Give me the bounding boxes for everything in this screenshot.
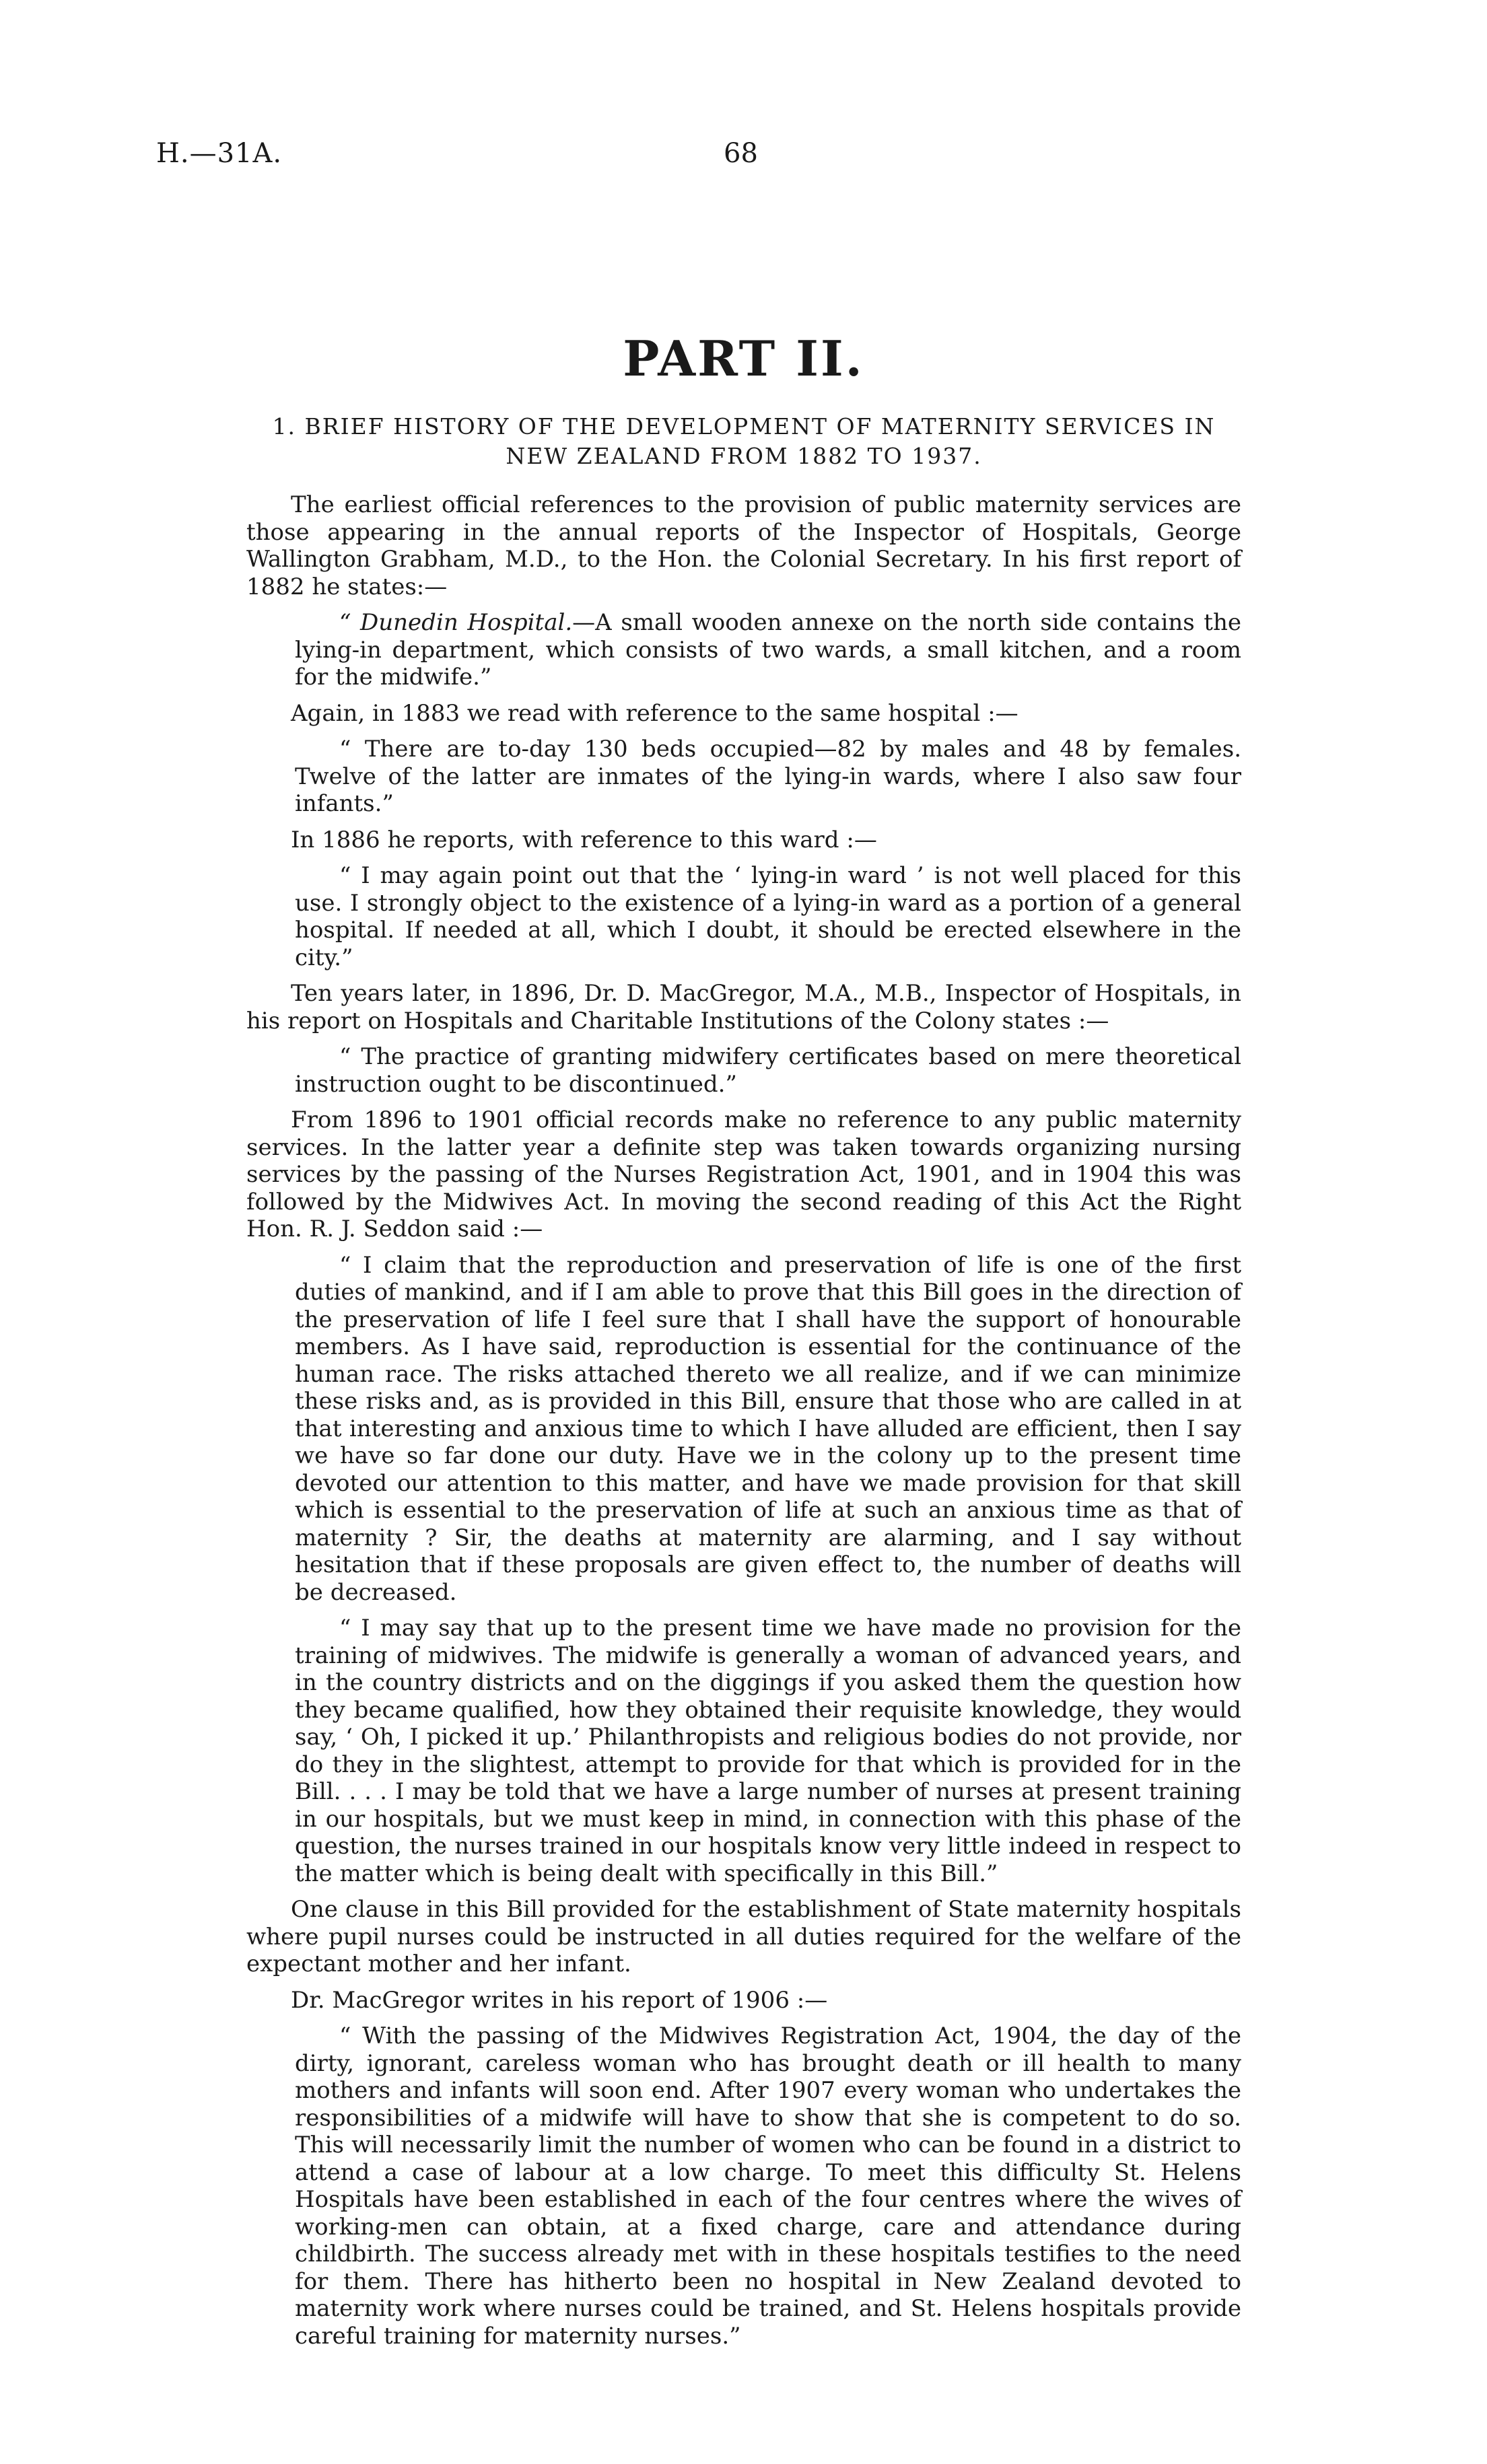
paragraph-1886: In 1886 he reports, with reference to this ward :— (291, 826, 877, 853)
quote-lead-italic: “ Dunedin Hospital. (339, 609, 573, 636)
quote-1896: “ The practice of granting midwifery certificates based on mere theoretical instruction ought to be discontinued.” (295, 1043, 1241, 1098)
quote-dunedin-1882 (295, 609, 1241, 691)
document-reference: H.—31A. (156, 138, 283, 169)
paragraph-state-hospitals: One clause in this Bill provided for the establishment of State maternity hospitals where pupil nurses could be instructed in all duties required for the welfare of the expectant mother and her infant. (246, 1896, 1241, 1977)
part-title: PART II. (623, 330, 864, 387)
section-heading: 1. BRIEF HISTORY OF THE DEVELOPMENT OF MATERNITY SERVICES IN NEW ZEALAND FROM 1882 TO 1937. (272, 413, 1216, 469)
paragraph-1906: Dr. MacGregor writes in his report of 1906 :— (291, 1986, 828, 2014)
quote-seddon-part-2: “ I may say that up to the present time we have made no provision for the training of midwives. The midwife is generally a woman of advanced years, and in the country districts and on the diggings if you asked them the question how they became qualified, how they obtained their requisite knowledge, they would say, ‘ Oh, I picked it up.’ Philanthropists and religious bodies do not provide, nor do they in the slightest, attempt to provide for that which is provided for in the Bill. . . . I may be told that we have a large number of nurses at present training in our hospitals, but we must keep in mind, in connection with this phase of the question, the nurses trained in our hospitals know very little indeed in respect to the matter which is being dealt with specifically in this Bill.” (295, 1615, 1241, 1887)
quote-1883: “ There are to-day 130 beds occupied—82 by males and 48 by females. Twelve of the latter are inmates of the lying-in wards, where I also saw four infants.” (295, 736, 1241, 817)
paragraph-1901-1904: From 1896 to 1901 official records make no reference to any public maternity services. In the latter year a definite step was taken towards organizing nursing services by the passing of the Nurses Registration Act, 1901, and in 1904 this was followed by the Midwives Act. In moving the second reading of this Act the Right Hon. R. J. Seddon said :— (246, 1106, 1241, 1242)
paragraph-intro: The earliest official references to the provision of public maternity services are those appearing in the annual reports of the Inspector of Hospitals, George Wallington Grabham, M.D., to the Hon. the Colonial Secretary. In his first report of 1882 he states:— (246, 491, 1241, 600)
quote-1906: “ With the passing of the Midwives Registration Act, 1904, the day of the dirty, ignorant, careless woman who has brought death or ill health to many mothers and infants will soon end. After 1907 every woman who undertakes the responsibilities of a midwife will have to show that she is competent to do so. This will necessarily limit the number of women who can be found in a district to attend a case of labour at a low charge. To meet this difficulty St. Helens Hospitals have been established in each of the four centres where the wives of working-men can obtain, at a fixed charge, care and attendance during childbirth. The success already met with in these hospitals testifies to the need for them. There has hitherto been no hospital in New Zealand devoted to maternity work where nurses could be trained, and St. Helens hospitals provide careful training for maternity nurses.” (295, 2022, 1241, 2350)
paragraph-1896: Ten years later, in 1896, Dr. D. MacGregor, M.A., M.B., Inspector of Hospitals, in his report on Hospitals and Charitable Institutions of the Colony states :— (246, 980, 1241, 1034)
quote-seddon-part-1: “ I claim that the reproduction and preservation of life is one of the first duties of mankind, and if I am able to prove that this Bill goes in the direction of the preservation of life I feel sure that I shall have the support of honourable members. As I have said, reproduction is essential for the continuance of the human race. The risks attached thereto we all realize, and if we can minimize these risks and, as is provided in this Bill, ensure that those who are called in at that interesting and anxious time to which I have alluded are efficient, then I say we have so far done our duty. Have we in the colony up to the present time devoted our attention to this matter, and have we made provision for that skill which is essential to the preservation of life at such an anxious time as that of maternity ? Sir, the deaths at maternity are alarming, and I say without hesitation that if these proposals are given effect to, the number of deaths will be decreased. (295, 1251, 1241, 1606)
quote-1886: “ I may again point out that the ‘ lying-in ward ’ is not well placed for this use. I strongly object to the existence of a lying-in ward as a portion of a general hospital. If needed at all, which I doubt, it should be erected elsewhere in the city.” (295, 862, 1241, 971)
paragraph-1883: Again, in 1883 we read with reference to the same hospital :— (291, 699, 1018, 727)
page-number: 68 (724, 138, 758, 169)
quote-body: —A small wooden annexe on the north side contains the lying-in department, which consists of two wards, a small kitchen, and a room for the midwife.” (295, 609, 1241, 691)
body-text (246, 412, 1241, 2358)
